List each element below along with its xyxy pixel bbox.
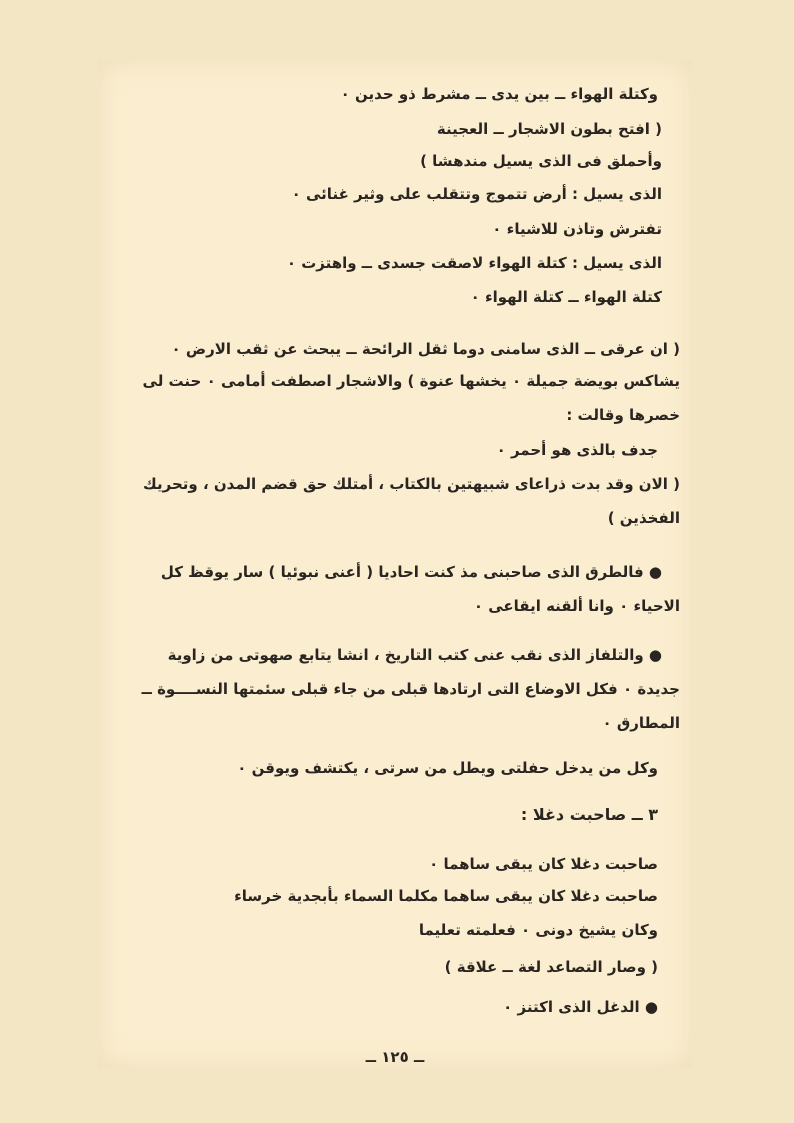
text-line: صاحبت دغلا كان يبقى ساهما ٠ [429, 855, 658, 873]
text-line: ( افتح بطون الاشجار ــ العجينة [436, 120, 662, 138]
text-line: ( وصار التصاعد لغة ــ علاقة ) [444, 958, 658, 976]
text-line: وأحملق فى الذى يسيل مندهشا ) [420, 152, 662, 170]
text-line: وكان يشيخ دونى ٠ فعلمته تعليما [418, 921, 658, 939]
text-line: ( الان وقد بدت ذراعاى شبيهتين بالكتاب ، أمتلك حق قضم المدن ، وتحريك [143, 475, 680, 493]
page-number: ــ ١٢٥ ــ [365, 1048, 425, 1066]
text-line: صاحبت دغلا كان يبقى ساهما مكلما السماء بأبجدية خرساء [234, 887, 658, 905]
text-line: خصرها وقالت : [566, 406, 680, 424]
section-heading: ٣ ــ صاحبت دغلا : [520, 805, 658, 824]
text-line: الذى يسيل : كتلة الهواء لاصقت جسدى ــ واهتزت ٠ [286, 254, 662, 272]
text-line: ( ان عرقى ــ الذى سامنى دوما ثقل الرائحة ــ يبحث عن ثقب الارض ٠ [171, 340, 680, 358]
text-line: ● فالطرق الذى صاحبنى مذ كنت احاديا ( أعنى نبوئيا ) سار يوقظ كل [160, 563, 662, 581]
text-line: ● والتلفاز الذى نقب عنى كتب التاريخ ، انشا يتابع صهوتى من زاوية [167, 646, 662, 664]
text-line: كتلة الهواء ــ كتلة الهواء ٠ [470, 288, 662, 306]
text-line: الذى يسيل : أرض تتموج وتتقلب على وثير غنائى ٠ [291, 185, 662, 203]
text-line: الاحياء ٠ وانا ألقنه ايقاعى ٠ [473, 597, 680, 615]
page-text [98, 60, 692, 1068]
text-line: الفخذين ) [607, 509, 680, 527]
book-page [98, 60, 692, 1068]
text-line: تفترش وتاذن للاشياء ٠ [492, 220, 662, 238]
text-line: وكل من يدخل حفلتى ويطل من سرتى ، يكتشف ويوقن ٠ [237, 759, 658, 777]
text-line: المطارق ٠ [602, 714, 680, 732]
text-line: جدف بالذى هو أحمر ٠ [496, 441, 658, 459]
text-line: ● الدغل الذى اكتنز ٠ [503, 998, 658, 1016]
text-line: يشاكس بويضة جميلة ٠ يخشها عنوة ) والاشجار اصطفت أمامى ٠ حنت لى [142, 372, 680, 390]
text-line: جديدة ٠ فكل الاوضاع التى ارتادها قبلى من جاء قبلى سئمتها النســــوة ــ [141, 680, 680, 698]
text-line: وكتلة الهواء ــ بين يدى ــ مشرط ذو حدين ٠ [340, 85, 658, 103]
